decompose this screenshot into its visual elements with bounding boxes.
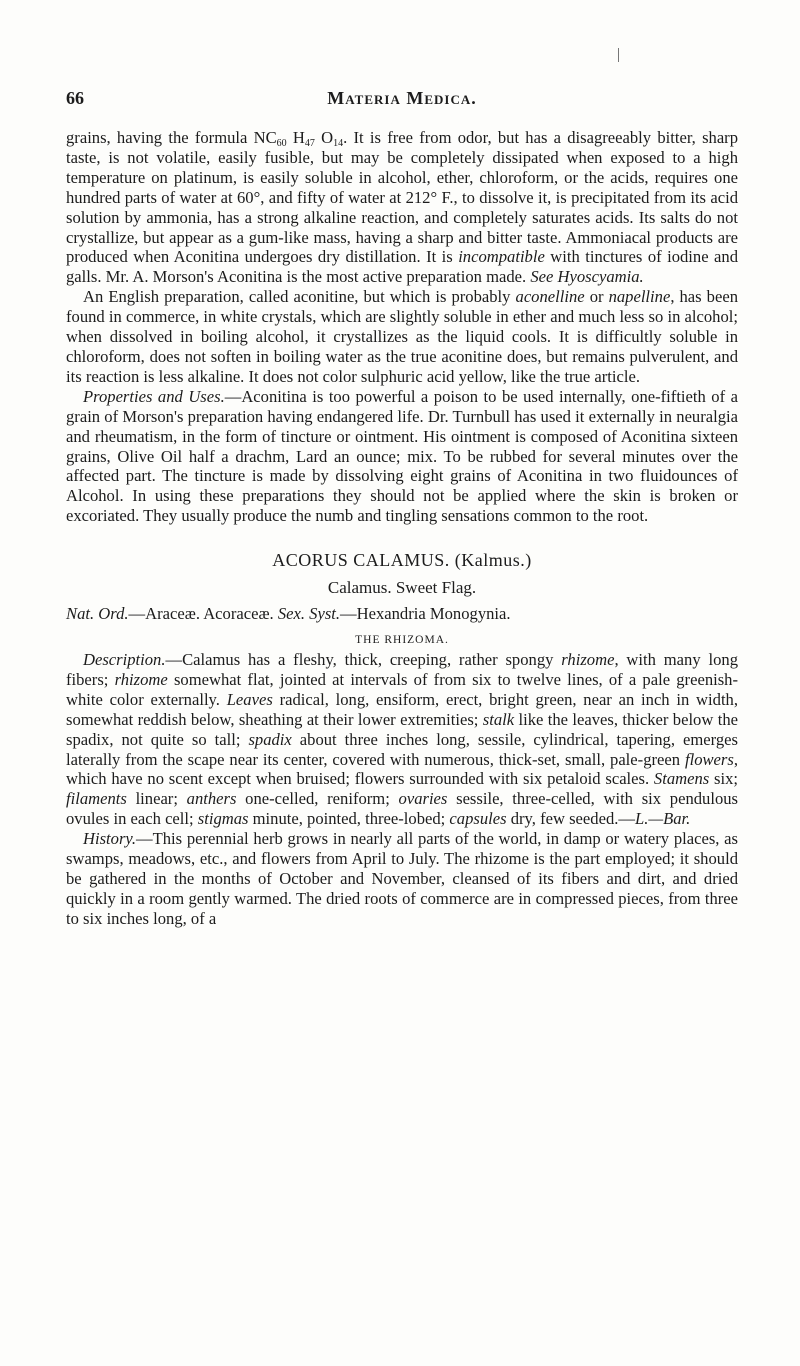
text-run: —This perennial herb grows in nearly all parts of the world, in damp or watery places, as swamps, meadows, etc., and flowers from April to July. The rhizome is the part employed; it should be gathered in the months of October and November, cleansed of its fibers and dirt, and dried quickly in a room gently warmed. The dried roots of commerce are in compressed pieces, from three to six inches long, of a <box>66 829 738 928</box>
page-header <box>66 88 738 112</box>
text-run: An English preparation, called aconitine, but which is probably <box>83 287 516 307</box>
italic-term: capsules <box>449 809 507 829</box>
text-run: , which have no scent except when bruised; flowers surrounded with six petaloid scales. <box>66 749 738 789</box>
text-run: about three inches long, sessile, cylindrical, tapering, emerges laterally from the scape near its center, covered with numerous, thick-set, small, pale-green <box>66 729 738 769</box>
italic-term: rhizome <box>114 669 168 689</box>
subscript: 14 <box>333 138 344 149</box>
text-run: grains, having the formula NC <box>66 128 277 147</box>
text-run: O <box>314 128 334 147</box>
italic-term: Leaves <box>226 689 273 709</box>
paragraph-heading: History. <box>83 829 137 849</box>
label: Sex. Syst. <box>277 604 341 624</box>
text-run: —Aconitina is too powerful a poison to be used internally, one-fiftieth of a grain of Morson's preparation having endangered life. Dr. Turnbull has used it externally in neuralgia and rheumatism, in the form of tincture or ointment. His ointment is composed of Aconitina sixteen grains, Olive Oil half a drachm, Lard an ounce; mix. To be rubbed for several minutes over the affected part. The tincture is made by dissolving eight grains of Aconitina in two fluidounces of Alcohol. In using these preparations they should not be applied where the skin is broken or excoriated. They usually produce the numb and tingling sensations common to the root. <box>66 386 738 526</box>
subscript: 47 <box>304 138 315 149</box>
text-run: dry, few seeded.— <box>506 809 635 829</box>
italic-term: filaments <box>66 789 127 809</box>
cross-reference: See Hyoscyamia. <box>530 267 644 287</box>
italic-term: spadix <box>248 729 292 749</box>
italic-term: stalk <box>482 709 515 729</box>
italic-term: incompatible <box>458 247 545 267</box>
description-paragraph <box>66 650 738 829</box>
label: Nat. Ord. <box>66 604 129 624</box>
italic-term: rhizome <box>561 650 615 670</box>
authority: L.—Bar. <box>634 809 691 829</box>
text-run: or <box>584 287 609 307</box>
italic-term: ovaries <box>398 789 448 809</box>
section-synonyms: Calamus. Sweet Flag. <box>327 578 477 598</box>
aconitina-paragraph-1 <box>66 128 738 287</box>
paragraph-heading: Properties and Uses. <box>83 386 225 406</box>
print-mark <box>618 48 619 62</box>
text-run: —Hexandria Monogynia. <box>340 604 511 624</box>
italic-term: napelline <box>608 287 671 307</box>
aconitina-paragraph-2 <box>66 287 738 387</box>
text-run: . It is free from odor, but has a disagreeably bitter, sharp taste, is not volatile, easily fusible, but may be completely dissipated when exposed to a high temperature on platinum, is easily soluble in alcohol, ether, chloroform, or the acids, requires one hundred parts of water at 60°, and fifty of water at 212° F., to dissolve it, is precipitated from its acid solution by ammonia, has a strong alkaline reaction, and completely saturates acids. Its salts do not crystallize, but appear as a gum-like mass, having a sharp and bitter taste. Ammoniacal products are produced when Aconitina undergoes dry distillation. It is <box>66 128 739 267</box>
text-run: , has been found in commerce, in white crystals, which are slightly soluble in ether and much less so in alcohol; when dissolved in boiling alcohol, it crystallizes as the liquid cools. It is difficultly soluble in chloroform, does not soften in boiling water as the true aconitine does, but remains pulverulent, and its reaction is less alkaline. It does not color sulphuric acid yellow, like the true article. <box>66 287 738 386</box>
history-paragraph <box>66 829 738 929</box>
subheading: THE RHIZOMA. <box>355 634 449 647</box>
subscript: 60 <box>276 138 287 149</box>
italic-term: stigmas <box>197 809 249 829</box>
text-run: minute, pointed, three-lobed; <box>248 809 450 829</box>
text-run: radical, long, ensiform, erect, bright green, near an inch in width, somewhat reddish below, sheathing at their lower extremities; <box>66 689 739 729</box>
page-body <box>66 128 738 929</box>
classification-line <box>66 603 738 624</box>
text-run: linear; <box>126 789 187 809</box>
text-run: like the leaves, thicker below the spadix, not quite so tall; <box>66 709 738 749</box>
text-run: somewhat flat, jointed at intervals of from six to twelve lines, of a pale greenish-white color externally. <box>66 669 739 709</box>
text-run: H <box>286 128 305 147</box>
properties-uses-paragraph <box>66 387 738 526</box>
page-number: 66 <box>66 88 84 108</box>
italic-term: flowers <box>684 749 734 769</box>
paragraph-heading: Description. <box>83 650 166 670</box>
italic-term: Stamens <box>653 769 710 789</box>
section-title: ACORUS CALAMUS. (Kalmus.) <box>272 550 532 571</box>
text-run: , with many long fibers; <box>66 650 738 689</box>
italic-term: aconelline <box>515 287 585 307</box>
text-run: —Calamus has a fleshy, thick, creeping, rather spongy <box>165 650 562 670</box>
running-head: Materia Medica. <box>327 88 477 108</box>
italic-term: anthers <box>186 789 237 809</box>
text-run: with tinctures of iodine and galls. Mr. A. Morson's Aconitina is the most active preparation made. <box>66 247 738 287</box>
text-run: —Araceæ. Acoraceæ. <box>128 604 278 624</box>
text-run: six; <box>709 769 738 789</box>
text-run: sessile, three-celled, with six pendulous ovules in each cell; <box>66 789 738 829</box>
text-run: one-celled, reniform; <box>236 789 399 809</box>
